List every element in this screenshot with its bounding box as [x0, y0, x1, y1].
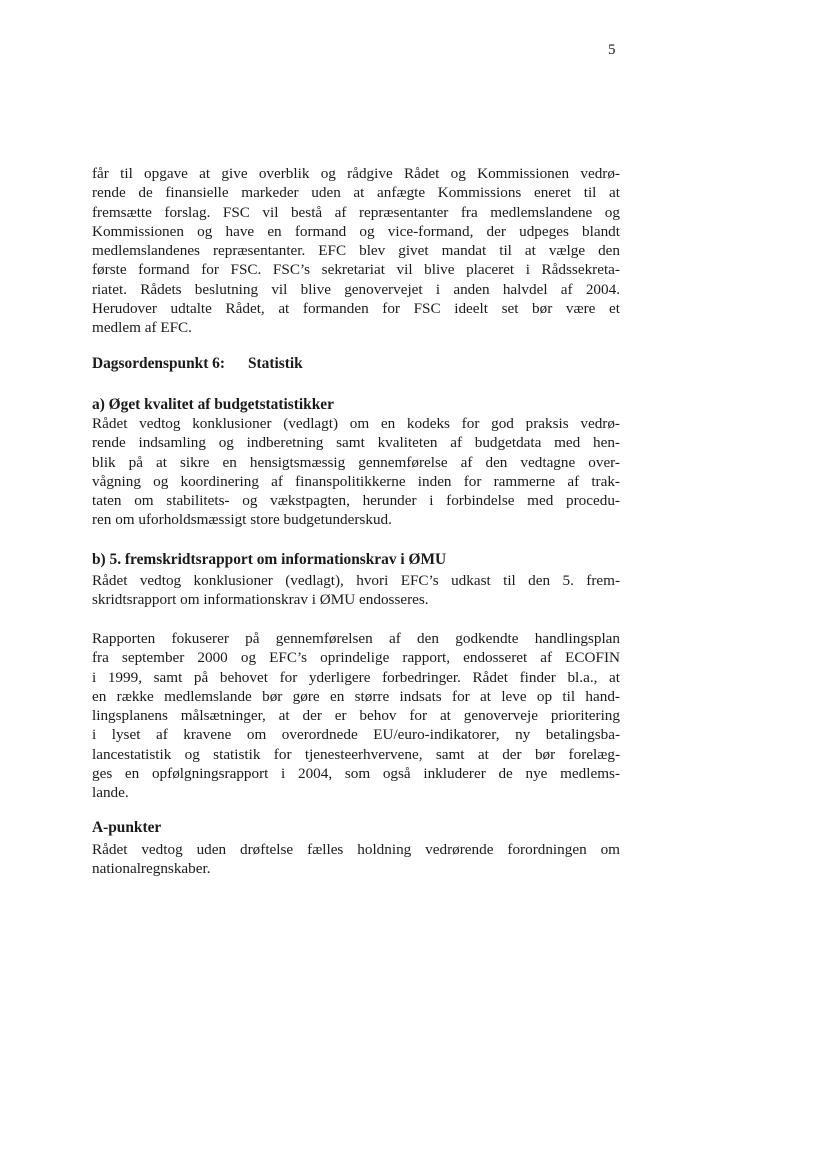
text-line: i lyset af kravene om overordnede EU/euro-indikatorer, ny betalingsba- [92, 726, 620, 744]
text-line: Kommissionen og have en formand og vice-formand, der udpeges blandt [92, 222, 620, 240]
section-a-paragraph [92, 414, 620, 530]
agenda-title: Statistik [248, 355, 303, 372]
agenda-label: Dagsordenspunkt 6: [92, 355, 225, 372]
agenda-heading [92, 355, 303, 373]
section-a-heading: a) Øget kvalitet af budgetstatistikker [92, 396, 334, 413]
text-line: Rådet vedtog uden drøftelse fælles holdning vedrørende forordningen om [92, 841, 620, 858]
text-line: Rådet vedtog konklusioner (vedlagt) om en kodeks for god praksis vedrø- [92, 415, 620, 432]
intro-paragraph [92, 164, 620, 338]
text-line: taten om stabilitets- og vækstpagten, herunder i forbindelse med procedu- [92, 492, 620, 510]
text-line: Herudover udtalte Rådet, at formanden for FSC ideelt set bør være et [92, 300, 620, 318]
text-line: fremsætte forslag. FSC vil bestå af repræsentanter fra medlemslandene og [92, 203, 620, 221]
text-line: Rådet vedtog konklusioner (vedlagt), hvori EFC’s udkast til den 5. frem- [92, 572, 620, 589]
section-b-paragraph [92, 571, 620, 610]
text-line: ges en opfølgningsrapport i 2004, som også inkluderer de nye medlems- [92, 765, 620, 783]
text-line: Rapporten fokuserer på gennemførelsen af den godkendte handlingsplan [92, 630, 620, 647]
page-number: 5 [608, 42, 616, 58]
text-line: lancestatistik og statistik for tjenesteerhvervene, samt at der bør forelæg- [92, 745, 620, 763]
text-line: en række medlemslande bør gøre en større indsats for at leve op til hand- [92, 687, 620, 705]
text-line: lingsplanens målsætninger, at der er behov for at genoverveje prioritering [92, 707, 620, 725]
text-line: i 1999, samt på behovet for yderligere forbedringer. Rådet finder bl.a., at [92, 668, 620, 686]
text-line: medlemslandenes repræsentanter. EFC blev givet mandat til at vælge den [92, 242, 620, 260]
text-line: rende indsamling og indberetning samt kvaliteten af budgetdata med hen- [92, 434, 620, 452]
a-points-heading: A-punkter [92, 819, 162, 836]
section-b-heading: b) 5. fremskridtsrapport om informationskrav i ØMU [92, 551, 447, 568]
text-line: første formand for FSC. FSC’s sekretariat vil blive placeret i Rådssekreta- [92, 261, 620, 279]
text-line: nationalregnskaber. [92, 860, 211, 878]
text-line: får til opgave at give overblik og rådgive Rådet og Kommissionen vedrø- [92, 165, 620, 182]
text-line: riatet. Rådets beslutning vil blive genovervejet i anden halvdel af 2004. [92, 280, 620, 298]
text-line: medlem af EFC. [92, 319, 192, 337]
section-b-report-paragraph [92, 629, 620, 803]
text-line: blik på at sikre en hensigtsmæssig gennemførelse af den vedtagne over- [92, 453, 620, 471]
text-line: rende de finansielle markeder uden at anfægte Kommissions eneret til at [92, 184, 620, 202]
a-points-paragraph [92, 840, 620, 879]
text-line: lande. [92, 784, 129, 802]
text-line: vågning og koordinering af finanspolitikkerne inden for rammerne af trak- [92, 472, 620, 490]
text-line: ren om uforholdsmæssigt store budgetunderskud. [92, 511, 392, 529]
text-line: skridtsrapport om informationskrav i ØMU endosseres. [92, 591, 429, 609]
text-line: fra september 2000 og EFC’s oprindelige rapport, endosseret af ECOFIN [92, 649, 620, 667]
